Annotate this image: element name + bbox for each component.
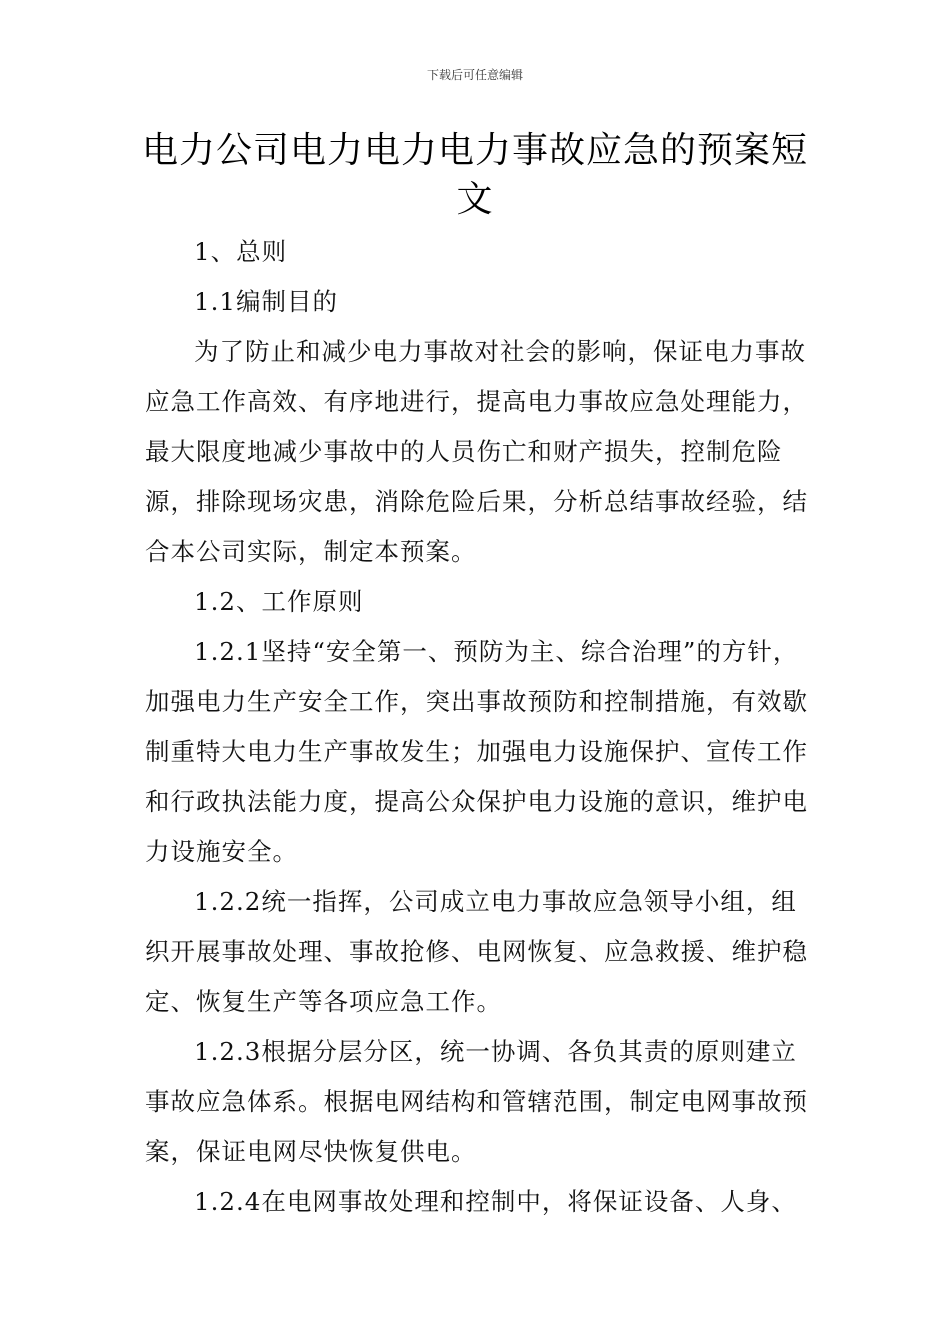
document-body [145, 227, 810, 1227]
subsection-heading-principles: 1.2、工作原则 [194, 587, 364, 616]
subsection-heading-purpose: 1.1编制目的 [194, 287, 338, 316]
paragraph-purpose: 为了防止和减少电力事故对社会的影响，保证电力事故应急工作高效、有序地进行，提高电力事故应急处理能力，最大限度地减少事故中的人员伤亡和财产损失，控制危险源，排除现场灾患，消除危险后果，分析总结事故经验，结合本公司实际，制定本预案。 [145, 337, 808, 566]
paragraph-principle-4: 1.2.4在电网事故处理和控制中，将保证设备、人身、 [194, 1187, 797, 1216]
document-title: 电力公司电力电力电力事故应急的预案短文 [141, 130, 808, 220]
paragraph-principle-2: 1.2.2统一指挥，公司成立电力事故应急领导小组，组织开展事故处理、事故抢修、电网恢复、应急救援、维护稳定、恢复生产等各项应急工作。 [145, 887, 808, 1016]
section-heading-general: 1、总则 [194, 237, 288, 266]
paragraph-principle-3: 1.2.3根据分层分区，统一协调、各负其责的原则建立事故应急体系。根据电网结构和管辖范围，制定电网事故预案，保证电网尽快恢复供电。 [145, 1037, 808, 1166]
header-note: 下载后可任意编辑 [426, 68, 523, 82]
paragraph-principle-1: 1.2.1坚持“安全第一、预防为主、综合治理”的方针，加强电力生产安全工作，突出事故预防和控制措施，有效歇制重特大电力生产事故发生；加强电力设施保护、宣传工作和行政执法能力度，提高公众保护电力设施的意识，维护电力设施安全。 [145, 637, 808, 866]
